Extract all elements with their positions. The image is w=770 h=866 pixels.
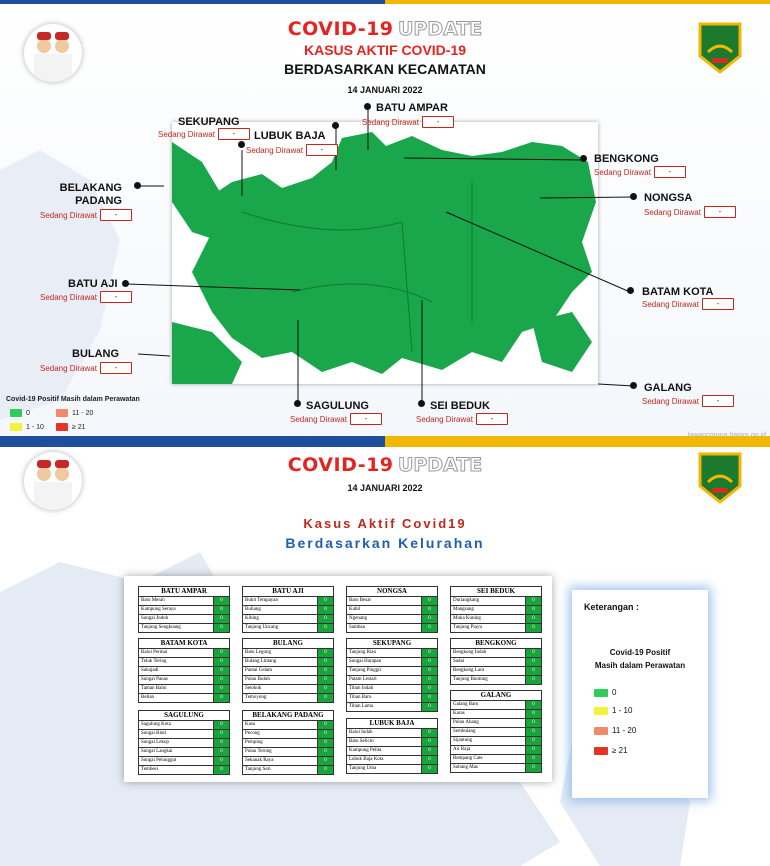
table-row [450, 658, 542, 667]
kelurahan-name: Tanjung Piayu [453, 625, 482, 630]
kelurahan-case-count: 0 [421, 624, 437, 632]
kec-label-batu-aji: BATU AJI [68, 278, 118, 290]
kelurahan-case-count: 0 [525, 606, 541, 614]
kelurahan-case-count: 0 [525, 597, 541, 605]
kelurahan-case-count: 0 [213, 597, 229, 605]
table-row [138, 721, 230, 730]
kelurahan-case-count: 0 [421, 729, 437, 737]
legend-top-item: 0 [10, 409, 56, 417]
kelurahan-name: Tiban Baru [349, 695, 372, 700]
table-row [346, 747, 438, 756]
table-row [242, 667, 334, 676]
report-date-bottom: 14 JANUARI 2022 [347, 483, 423, 493]
kec-label-belakang-padang: BELAKANG PADANG [59, 182, 122, 207]
table-row [242, 730, 334, 739]
sedang-dirawat-galang: Sedang Dirawat - [642, 395, 734, 407]
kelurahan-case-count: 0 [213, 667, 229, 675]
table-row [138, 694, 230, 703]
kelurahan-name: Pulau Buluh [245, 677, 270, 682]
heading-kasus-aktif: Kasus Aktif Covid19 [303, 516, 467, 531]
subtitle-kecamatan: BERDASARKAN KECAMATAN [284, 61, 486, 77]
kelurahan-case-count: 0 [317, 658, 333, 666]
kelurahan-group [138, 710, 230, 775]
kelurahan-case-count: 0 [317, 624, 333, 632]
kelurahan-name: Batu Besar [349, 598, 372, 603]
kelurahan-case-count: 0 [421, 676, 437, 684]
table-row [450, 649, 542, 658]
keterangan-subtitle: Covid-19 Positif Masih dalam Perawatan [594, 648, 686, 670]
kelurahan-name: Kampung Pelita [349, 748, 382, 753]
kelurahan-name: Muka Kuning [453, 616, 481, 621]
table-row [450, 606, 542, 615]
kelurahan-name: Teluk Tering [141, 659, 167, 664]
kelurahan-case-count: 0 [213, 658, 229, 666]
table-row [450, 624, 542, 633]
table-row [242, 757, 334, 766]
kelurahan-name: Baloi Indah [349, 730, 373, 735]
table-row [346, 756, 438, 765]
kelurahan-name: Sungai Lekop [141, 740, 169, 745]
table-row [242, 676, 334, 685]
kec-label-batam-kota: BATAM KOTA [642, 286, 714, 298]
kelurahan-group [138, 586, 230, 633]
table-row [242, 739, 334, 748]
kec-label-nongsa: NONGSA [644, 192, 693, 204]
table-row [138, 730, 230, 739]
kelurahan-name: Sukajadi [141, 668, 159, 673]
table-row [450, 737, 542, 746]
kec-label-bulang: BULANG [72, 348, 120, 360]
kelurahan-case-count: 0 [525, 658, 541, 666]
table-row [138, 606, 230, 615]
kelurahan-case-count: 0 [525, 746, 541, 754]
table-row [450, 667, 542, 676]
kelurahan-name: Lubuk Baja Kota [349, 757, 384, 762]
table-row [242, 658, 334, 667]
table-row [450, 597, 542, 606]
report-date: 14 JANUARI 2022 [347, 85, 423, 95]
kelurahan-case-count: 0 [317, 739, 333, 747]
kelurahan-name: Batu Legong [245, 650, 271, 655]
kelurahan-case-count: 0 [213, 721, 229, 729]
table-row [450, 710, 542, 719]
sedang-dirawat-sekupang: Sedang Dirawat - [158, 128, 250, 140]
kelurahan-name: Tanjung Uma [349, 766, 377, 771]
kelurahan-group-header: GALANG [450, 690, 542, 701]
kelurahan-case-count: 0 [213, 739, 229, 747]
table-row [242, 766, 334, 775]
sedang-dirawat-batu-aji: Sedang Dirawat - [40, 291, 132, 303]
table-row [138, 766, 230, 775]
table-row [450, 764, 542, 773]
table-row [138, 658, 230, 667]
sedang-dirawat-bulang: Sedang Dirawat - [40, 362, 132, 374]
table-row [242, 624, 334, 633]
kec-label-sagulung: SAGULUNG [306, 400, 369, 412]
kelurahan-group-header: BATU AMPAR [138, 586, 230, 597]
kelurahan-case-count: 0 [421, 615, 437, 623]
kelurahan-name: Galang Baru [453, 702, 479, 707]
kelurahan-name: Tiban Indah [349, 686, 374, 691]
kelurahan-case-count: 0 [213, 649, 229, 657]
color-stripe-top [0, 0, 770, 4]
kelurahan-case-count: 0 [317, 685, 333, 693]
kec-label-sekupang: SEKUPANG [178, 116, 240, 128]
kelurahan-case-count: 0 [317, 766, 333, 774]
legend-item: ≥ 21 [594, 746, 628, 755]
kelurahan-group-header: BATU AJI [242, 586, 334, 597]
kelurahan-group-header: BATAM KOTA [138, 638, 230, 649]
table-row [346, 694, 438, 703]
kelurahan-case-count: 0 [525, 615, 541, 623]
kelurahan-name: Tiban Lama [349, 704, 374, 709]
sedang-dirawat-sei-beduk: Sedang Dirawat - [416, 413, 508, 425]
table-row [450, 746, 542, 755]
title-covid: COVID-19 [287, 18, 394, 40]
table-row [346, 738, 438, 747]
table-row [242, 606, 334, 615]
kelurahan-name: Tanjung Uncang [245, 625, 279, 630]
kelurahan-name: Patam Lestari [349, 677, 377, 682]
kelurahan-name: Batu Merah [141, 598, 165, 603]
kelurahan-case-count: 0 [317, 649, 333, 657]
kelurahan-name: Kampung Seraya [141, 607, 176, 612]
kelurahan-name: Pecong [245, 731, 260, 736]
kelurahan-case-count: 0 [317, 606, 333, 614]
legend-item: 1 - 10 [594, 706, 632, 715]
kelurahan-name: Belian [141, 695, 155, 700]
kelurahan-case-count: 0 [421, 738, 437, 746]
kelurahan-group [450, 638, 542, 685]
kelurahan-case-count: 0 [317, 748, 333, 756]
sedang-dirawat-nongsa: Sedang Dirawat - [644, 206, 736, 218]
kelurahan-case-count: 0 [213, 766, 229, 774]
kelurahan-name: Tanjung Sari [245, 767, 271, 772]
table-row [138, 597, 230, 606]
kelurahan-case-count: 0 [213, 748, 229, 756]
kelurahan-group-header: BENGKONG [450, 638, 542, 649]
kelurahan-case-count: 0 [421, 747, 437, 755]
table-row [450, 676, 542, 685]
kec-label-batu-ampar: BATU AMPAR [376, 102, 448, 114]
kelurahan-name: Sadai [453, 659, 465, 664]
kelurahan-name: Batu Selicin [349, 739, 374, 744]
kelurahan-name: Tanjung Pinggir [349, 668, 382, 673]
table-row [346, 676, 438, 685]
table-row [346, 685, 438, 694]
table-row [450, 701, 542, 710]
title-update: UPDATE [397, 18, 483, 40]
kelurahan-name: Sambau [349, 625, 366, 630]
kelurahan-name: Sungai Pelunggut [141, 758, 177, 763]
table-row [138, 748, 230, 757]
kelurahan-group-header: SEKUPANG [346, 638, 438, 649]
kelurahan-group [242, 638, 334, 703]
kelurahan-case-count: 0 [213, 606, 229, 614]
kelurahan-name: Subang Mas [453, 765, 478, 770]
kelurahan-case-count: 0 [421, 606, 437, 614]
kelurahan-name: Sekanak Raya [245, 758, 274, 763]
kelurahan-case-count: 0 [317, 694, 333, 702]
kelurahan-case-count: 0 [525, 667, 541, 675]
kelurahan-name: Air Raja [453, 747, 471, 752]
kelurahan-name: Sungai Jodoh [141, 616, 169, 621]
legend-top-item: ≥ 21 [56, 423, 102, 431]
table-row [346, 597, 438, 606]
legend-top-item: 1 - 10 [10, 423, 56, 431]
table-row [242, 694, 334, 703]
kelurahan-name: Tanjung Buntung [453, 677, 488, 682]
kelurahan-name: Sagulung Kota [141, 722, 171, 727]
kelurahan-name: Bulang Lintang [245, 659, 277, 664]
kelurahan-name: Baloi Permai [141, 650, 168, 655]
kelurahan-name: Tanjung Sengkuang [141, 625, 181, 630]
kelurahan-name: Kasu [245, 722, 256, 727]
table-row [346, 624, 438, 633]
table-row [138, 739, 230, 748]
table-row [242, 597, 334, 606]
keterangan-legend [572, 590, 708, 798]
kelurahan-name: Bukit Tempayan [245, 598, 279, 603]
table-row [138, 667, 230, 676]
sedang-dirawat-bengkong: Sedang Dirawat - [594, 166, 686, 178]
kelurahan-name: Setokok [245, 686, 262, 691]
kelurahan-case-count: 0 [213, 685, 229, 693]
sedang-dirawat-belakang-padang: Sedang Dirawat - [40, 209, 132, 221]
kelurahan-group-header: BELAKANG PADANG [242, 710, 334, 721]
kelurahan-case-count: 0 [421, 597, 437, 605]
table-row [346, 703, 438, 712]
keterangan-title: Keterangan : [584, 602, 640, 612]
kelurahan-name: Bengkong Indah [453, 650, 487, 655]
table-row [242, 685, 334, 694]
kelurahan-case-count: 0 [525, 764, 541, 772]
kelurahan-group [242, 710, 334, 775]
kelurahan-name: Sembulang [453, 729, 476, 734]
table-row [138, 676, 230, 685]
kelurahan-name: Pulau Terong [245, 749, 272, 754]
kec-label-bengkong: BENGKONG [594, 153, 659, 165]
table-row [346, 667, 438, 676]
table-row [346, 658, 438, 667]
kelurahan-name: Ngenang [349, 616, 368, 621]
kelurahan-name: Sungai Binti [141, 731, 167, 736]
sedang-dirawat-batu-ampar: Sedang Dirawat - [362, 116, 454, 128]
kelurahan-group [346, 586, 438, 633]
kelurahan-case-count: 0 [525, 624, 541, 632]
kelurahan-name: Temoyong [245, 695, 267, 700]
table-row [450, 755, 542, 764]
kelurahan-table-card [124, 576, 552, 782]
kelurahan-group-header: SEI BEDUK [450, 586, 542, 597]
kelurahan-case-count: 0 [421, 649, 437, 657]
kelurahan-case-count: 0 [421, 667, 437, 675]
kelurahan-case-count: 0 [317, 676, 333, 684]
legend-item: 11 - 20 [594, 726, 636, 735]
table-row [138, 615, 230, 624]
kelurahan-case-count: 0 [317, 597, 333, 605]
kelurahan-group [450, 690, 542, 773]
table-row [346, 606, 438, 615]
kelurahan-case-count: 0 [421, 703, 437, 711]
table-row [242, 721, 334, 730]
kelurahan-case-count: 0 [525, 649, 541, 657]
kelurahan-case-count: 0 [317, 757, 333, 765]
kelurahan-name: Karas [453, 711, 465, 716]
legend-top-title: Covid-19 Positif Masih dalam Perawatan [6, 396, 140, 403]
kelurahan-name: Pulau Abang [453, 720, 479, 725]
kelurahan-group-header: SAGULUNG [138, 710, 230, 721]
main-title-bottom: COVID-19 UPDATE [287, 454, 483, 476]
table-row [138, 757, 230, 766]
kelurahan-case-count: 0 [525, 737, 541, 745]
kelurahan-case-count: 0 [213, 624, 229, 632]
kelurahan-case-count: 0 [421, 765, 437, 773]
sedang-dirawat-batam-kota: Sedang Dirawat - [642, 298, 734, 310]
table-row [450, 615, 542, 624]
kelurahan-name: Sungai Panas [141, 677, 168, 682]
table-row [346, 615, 438, 624]
kelurahan-case-count: 0 [213, 694, 229, 702]
kelurahan-case-count: 0 [317, 730, 333, 738]
kelurahan-name: Pantai Gelam [245, 668, 273, 673]
kelurahan-case-count: 0 [317, 615, 333, 623]
table-row [346, 729, 438, 738]
table-row [346, 765, 438, 774]
subtitle-kasus-aktif: KASUS AKTIF COVID-19 [303, 42, 467, 58]
kec-label-sei-beduk: SEI BEDUK [430, 400, 490, 412]
kelurahan-name: Sungai Langkai [141, 749, 173, 754]
kelurahan-case-count: 0 [525, 676, 541, 684]
kelurahan-group [346, 638, 438, 712]
kelurahan-name: Kibing [245, 616, 259, 621]
kelurahan-group [242, 586, 334, 633]
kelurahan-name: Duriangkang [453, 598, 480, 603]
table-row [242, 748, 334, 757]
table-row [138, 624, 230, 633]
sedang-dirawat-sagulung: Sedang Dirawat - [290, 413, 382, 425]
kec-label-lubuk-baja: LUBUK BAJA [254, 130, 326, 142]
sedang-dirawat-lubuk-baja: Sedang Dirawat - [246, 144, 338, 156]
table-row [450, 719, 542, 728]
kec-label-galang: GALANG [644, 382, 692, 394]
kelurahan-case-count: 0 [421, 685, 437, 693]
kelurahan-name: Sijantung [453, 738, 473, 743]
kelurahan-name: Kabil [349, 607, 361, 612]
kelurahan-group-header: BULANG [242, 638, 334, 649]
kelurahan-case-count: 0 [213, 676, 229, 684]
kelurahan-case-count: 0 [317, 721, 333, 729]
kelurahan-case-count: 0 [525, 710, 541, 718]
color-stripe-bottom [0, 442, 770, 447]
kelurahan-name: Buliang [245, 607, 261, 612]
table-row [138, 649, 230, 658]
kelurahan-group [450, 586, 542, 633]
kelurahan-case-count: 0 [525, 755, 541, 763]
kelurahan-group [138, 638, 230, 703]
kelurahan-name: Pemping [245, 740, 263, 745]
kelurahan-case-count: 0 [525, 728, 541, 736]
table-row [346, 649, 438, 658]
legend-item: 0 [594, 688, 616, 697]
kelurahan-case-count: 0 [525, 701, 541, 709]
kelurahan-group-header: NONGSA [346, 586, 438, 597]
kelurahan-name: Mangsang [453, 607, 474, 612]
kelurahan-case-count: 0 [317, 667, 333, 675]
table-row [138, 685, 230, 694]
kelurahan-group-header: LUBUK BAJA [346, 718, 438, 729]
table-row [450, 728, 542, 737]
bottom-infographic [0, 442, 770, 866]
table-row [242, 649, 334, 658]
kelurahan-case-count: 0 [213, 615, 229, 623]
legend-top-item: 11 - 20 [56, 409, 102, 417]
kelurahan-case-count: 0 [525, 719, 541, 727]
kelurahan-name: Rempang Cate [453, 756, 483, 761]
kelurahan-case-count: 0 [421, 756, 437, 764]
table-row [242, 615, 334, 624]
kelurahan-case-count: 0 [421, 694, 437, 702]
kelurahan-name: Bengkong Laut [453, 668, 484, 673]
kelurahan-name: Tanjung Riau [349, 650, 377, 655]
kelurahan-case-count: 0 [421, 658, 437, 666]
kelurahan-name: Taman Baloi [141, 686, 167, 691]
kelurahan-group [346, 718, 438, 774]
kelurahan-name: Sungai Harapan [349, 659, 382, 664]
kelurahan-case-count: 0 [213, 757, 229, 765]
kelurahan-name: Tembesi [141, 767, 158, 772]
legend-top [6, 396, 140, 431]
kelurahan-case-count: 0 [213, 730, 229, 738]
heading-kelurahan: Berdasarkan Kelurahan [285, 535, 485, 551]
